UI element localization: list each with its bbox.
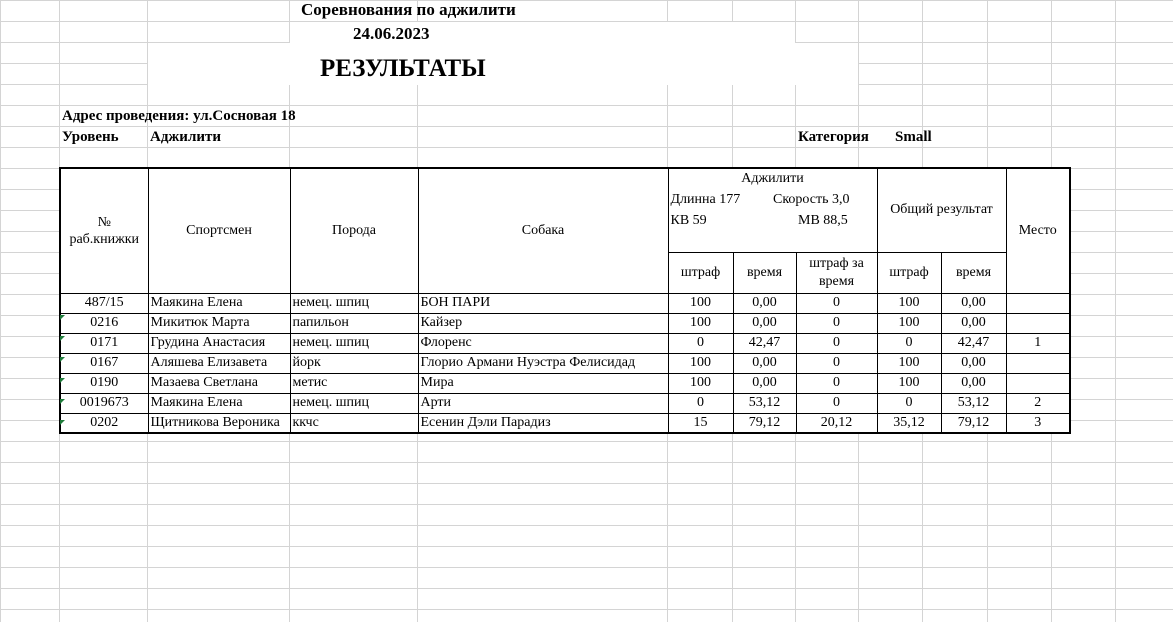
length-value: Длинна 177 bbox=[668, 189, 796, 210]
cell-num: 487/15 bbox=[60, 293, 148, 313]
results-title: РЕЗУЛЬТАТЫ bbox=[320, 55, 486, 82]
col-number-header: № раб.книжки bbox=[60, 168, 148, 293]
table-row bbox=[60, 313, 1070, 333]
cell-dog: Глорио Армани Нуэстра Фелисидад bbox=[418, 353, 668, 373]
cell-time-penalty: 0 bbox=[796, 293, 877, 313]
cell-total-penalty: 100 bbox=[877, 313, 941, 333]
cell-num: 0167 bbox=[60, 353, 148, 373]
cell-breed: йорк bbox=[290, 353, 418, 373]
table-row bbox=[60, 393, 1070, 413]
cell-num: 0216 bbox=[60, 313, 148, 333]
cell-total-time: 53,12 bbox=[941, 393, 1006, 413]
cell-place bbox=[1006, 293, 1070, 313]
cell-penalty: 15 bbox=[668, 413, 733, 433]
cell-time: 79,12 bbox=[733, 413, 796, 433]
cell-total-time: 0,00 bbox=[941, 353, 1006, 373]
cell-time-penalty: 20,12 bbox=[796, 413, 877, 433]
cell-athlete: Щитникова Вероника bbox=[148, 413, 290, 433]
cell-place bbox=[1006, 373, 1070, 393]
table-row bbox=[60, 333, 1070, 353]
cell-time-penalty: 0 bbox=[796, 373, 877, 393]
cell-num: 0202 bbox=[60, 413, 148, 433]
cell-dog: БОН ПАРИ bbox=[418, 293, 668, 313]
mv-value: МВ 88,5 bbox=[796, 210, 877, 231]
cell-time-penalty: 0 bbox=[796, 393, 877, 413]
sub-time-header: время bbox=[733, 252, 796, 293]
agility-group-header: Аджилити bbox=[668, 168, 877, 189]
col-dog-header: Собака bbox=[418, 168, 668, 293]
cell-time: 42,47 bbox=[733, 333, 796, 353]
cell-time: 0,00 bbox=[733, 353, 796, 373]
cell-time: 0,00 bbox=[733, 293, 796, 313]
total-group-header: Общий результат bbox=[877, 168, 1006, 252]
table-row bbox=[60, 293, 1070, 313]
level-label: Уровень bbox=[62, 129, 119, 145]
cell-total-penalty: 100 bbox=[877, 353, 941, 373]
cell-error-indicator[interactable] bbox=[60, 357, 65, 362]
cell-athlete: Аляшева Елизавета bbox=[148, 353, 290, 373]
cell-total-time: 79,12 bbox=[941, 413, 1006, 433]
cell-dog: Есенин Дэли Парадиз bbox=[418, 413, 668, 433]
cell-penalty: 100 bbox=[668, 293, 733, 313]
cell-dog: Мира bbox=[418, 373, 668, 393]
cell-total-time: 42,47 bbox=[941, 333, 1006, 353]
cell-breed: немец. шпиц bbox=[290, 293, 418, 313]
cell-place: 3 bbox=[1006, 413, 1070, 433]
table-row bbox=[60, 413, 1070, 433]
cell-error-indicator[interactable] bbox=[60, 399, 65, 404]
cell-num: 0019673 bbox=[60, 393, 148, 413]
sub-penalty-header: штраф bbox=[668, 252, 733, 293]
cell-place: 1 bbox=[1006, 333, 1070, 353]
kv-value: КВ 59 bbox=[668, 210, 796, 231]
speed-value: Скорость 3,0 bbox=[796, 189, 877, 210]
cell-error-indicator[interactable] bbox=[60, 420, 65, 425]
cell-breed: ккчс bbox=[290, 413, 418, 433]
cell-error-indicator[interactable] bbox=[60, 336, 65, 341]
cell-breed: папильон bbox=[290, 313, 418, 333]
cell-athlete: Маякина Елена bbox=[148, 293, 290, 313]
cell-total-time: 0,00 bbox=[941, 293, 1006, 313]
cell-error-indicator[interactable] bbox=[60, 378, 65, 383]
cell-total-penalty: 100 bbox=[877, 293, 941, 313]
cell-penalty: 100 bbox=[668, 353, 733, 373]
sub-total-time-header: время bbox=[941, 252, 1006, 293]
table-row bbox=[60, 373, 1070, 393]
cell-total-penalty: 35,12 bbox=[877, 413, 941, 433]
competition-date: 24.06.2023 bbox=[353, 24, 430, 43]
cell-num: 0190 bbox=[60, 373, 148, 393]
competition-title: Соревнования по аджилити bbox=[301, 0, 516, 19]
col-athlete-header: Спортсмен bbox=[148, 168, 290, 293]
cell-athlete: Мазаева Светлана bbox=[148, 373, 290, 393]
sub-total-penalty-header: штраф bbox=[877, 252, 941, 293]
cell-total-time: 0,00 bbox=[941, 373, 1006, 393]
cell-total-penalty: 0 bbox=[877, 333, 941, 353]
cell-total-penalty: 100 bbox=[877, 373, 941, 393]
category-label: Категория bbox=[798, 129, 869, 145]
cell-penalty: 100 bbox=[668, 373, 733, 393]
cell-breed: немец. шпиц bbox=[290, 393, 418, 413]
cell-time-penalty: 0 bbox=[796, 313, 877, 333]
cell-place bbox=[1006, 313, 1070, 333]
cell-athlete: Маякина Елена bbox=[148, 393, 290, 413]
cell-penalty: 0 bbox=[668, 333, 733, 353]
cell-athlete: Грудина Анастасия bbox=[148, 333, 290, 353]
category-value: Small bbox=[895, 129, 932, 145]
cell-place: 2 bbox=[1006, 393, 1070, 413]
cell-penalty: 100 bbox=[668, 313, 733, 333]
address: Адрес проведения: ул.Сосновая 18 bbox=[62, 108, 296, 124]
col-breed-header: Порода bbox=[290, 168, 418, 293]
cell-error-indicator[interactable] bbox=[60, 315, 65, 320]
cell-total-time: 0,00 bbox=[941, 313, 1006, 333]
table-row bbox=[60, 353, 1070, 373]
cell-penalty: 0 bbox=[668, 393, 733, 413]
cell-time-penalty: 0 bbox=[796, 333, 877, 353]
results-table bbox=[59, 167, 1071, 434]
cell-place bbox=[1006, 353, 1070, 373]
cell-total-penalty: 0 bbox=[877, 393, 941, 413]
cell-dog: Кайзер bbox=[418, 313, 668, 333]
cell-num: 0171 bbox=[60, 333, 148, 353]
level-value: Аджилити bbox=[150, 129, 222, 145]
col-place-header: Место bbox=[1006, 168, 1070, 293]
cell-athlete: Микитюк Марта bbox=[148, 313, 290, 333]
cell-time-penalty: 0 bbox=[796, 353, 877, 373]
cell-time: 53,12 bbox=[733, 393, 796, 413]
cell-time: 0,00 bbox=[733, 313, 796, 333]
sub-time-penalty-header: штраф за время bbox=[796, 252, 877, 293]
cell-dog: Флоренс bbox=[418, 333, 668, 353]
cell-time: 0,00 bbox=[733, 373, 796, 393]
cell-breed: немец. шпиц bbox=[290, 333, 418, 353]
cell-breed: метис bbox=[290, 373, 418, 393]
cell-dog: Арти bbox=[418, 393, 668, 413]
